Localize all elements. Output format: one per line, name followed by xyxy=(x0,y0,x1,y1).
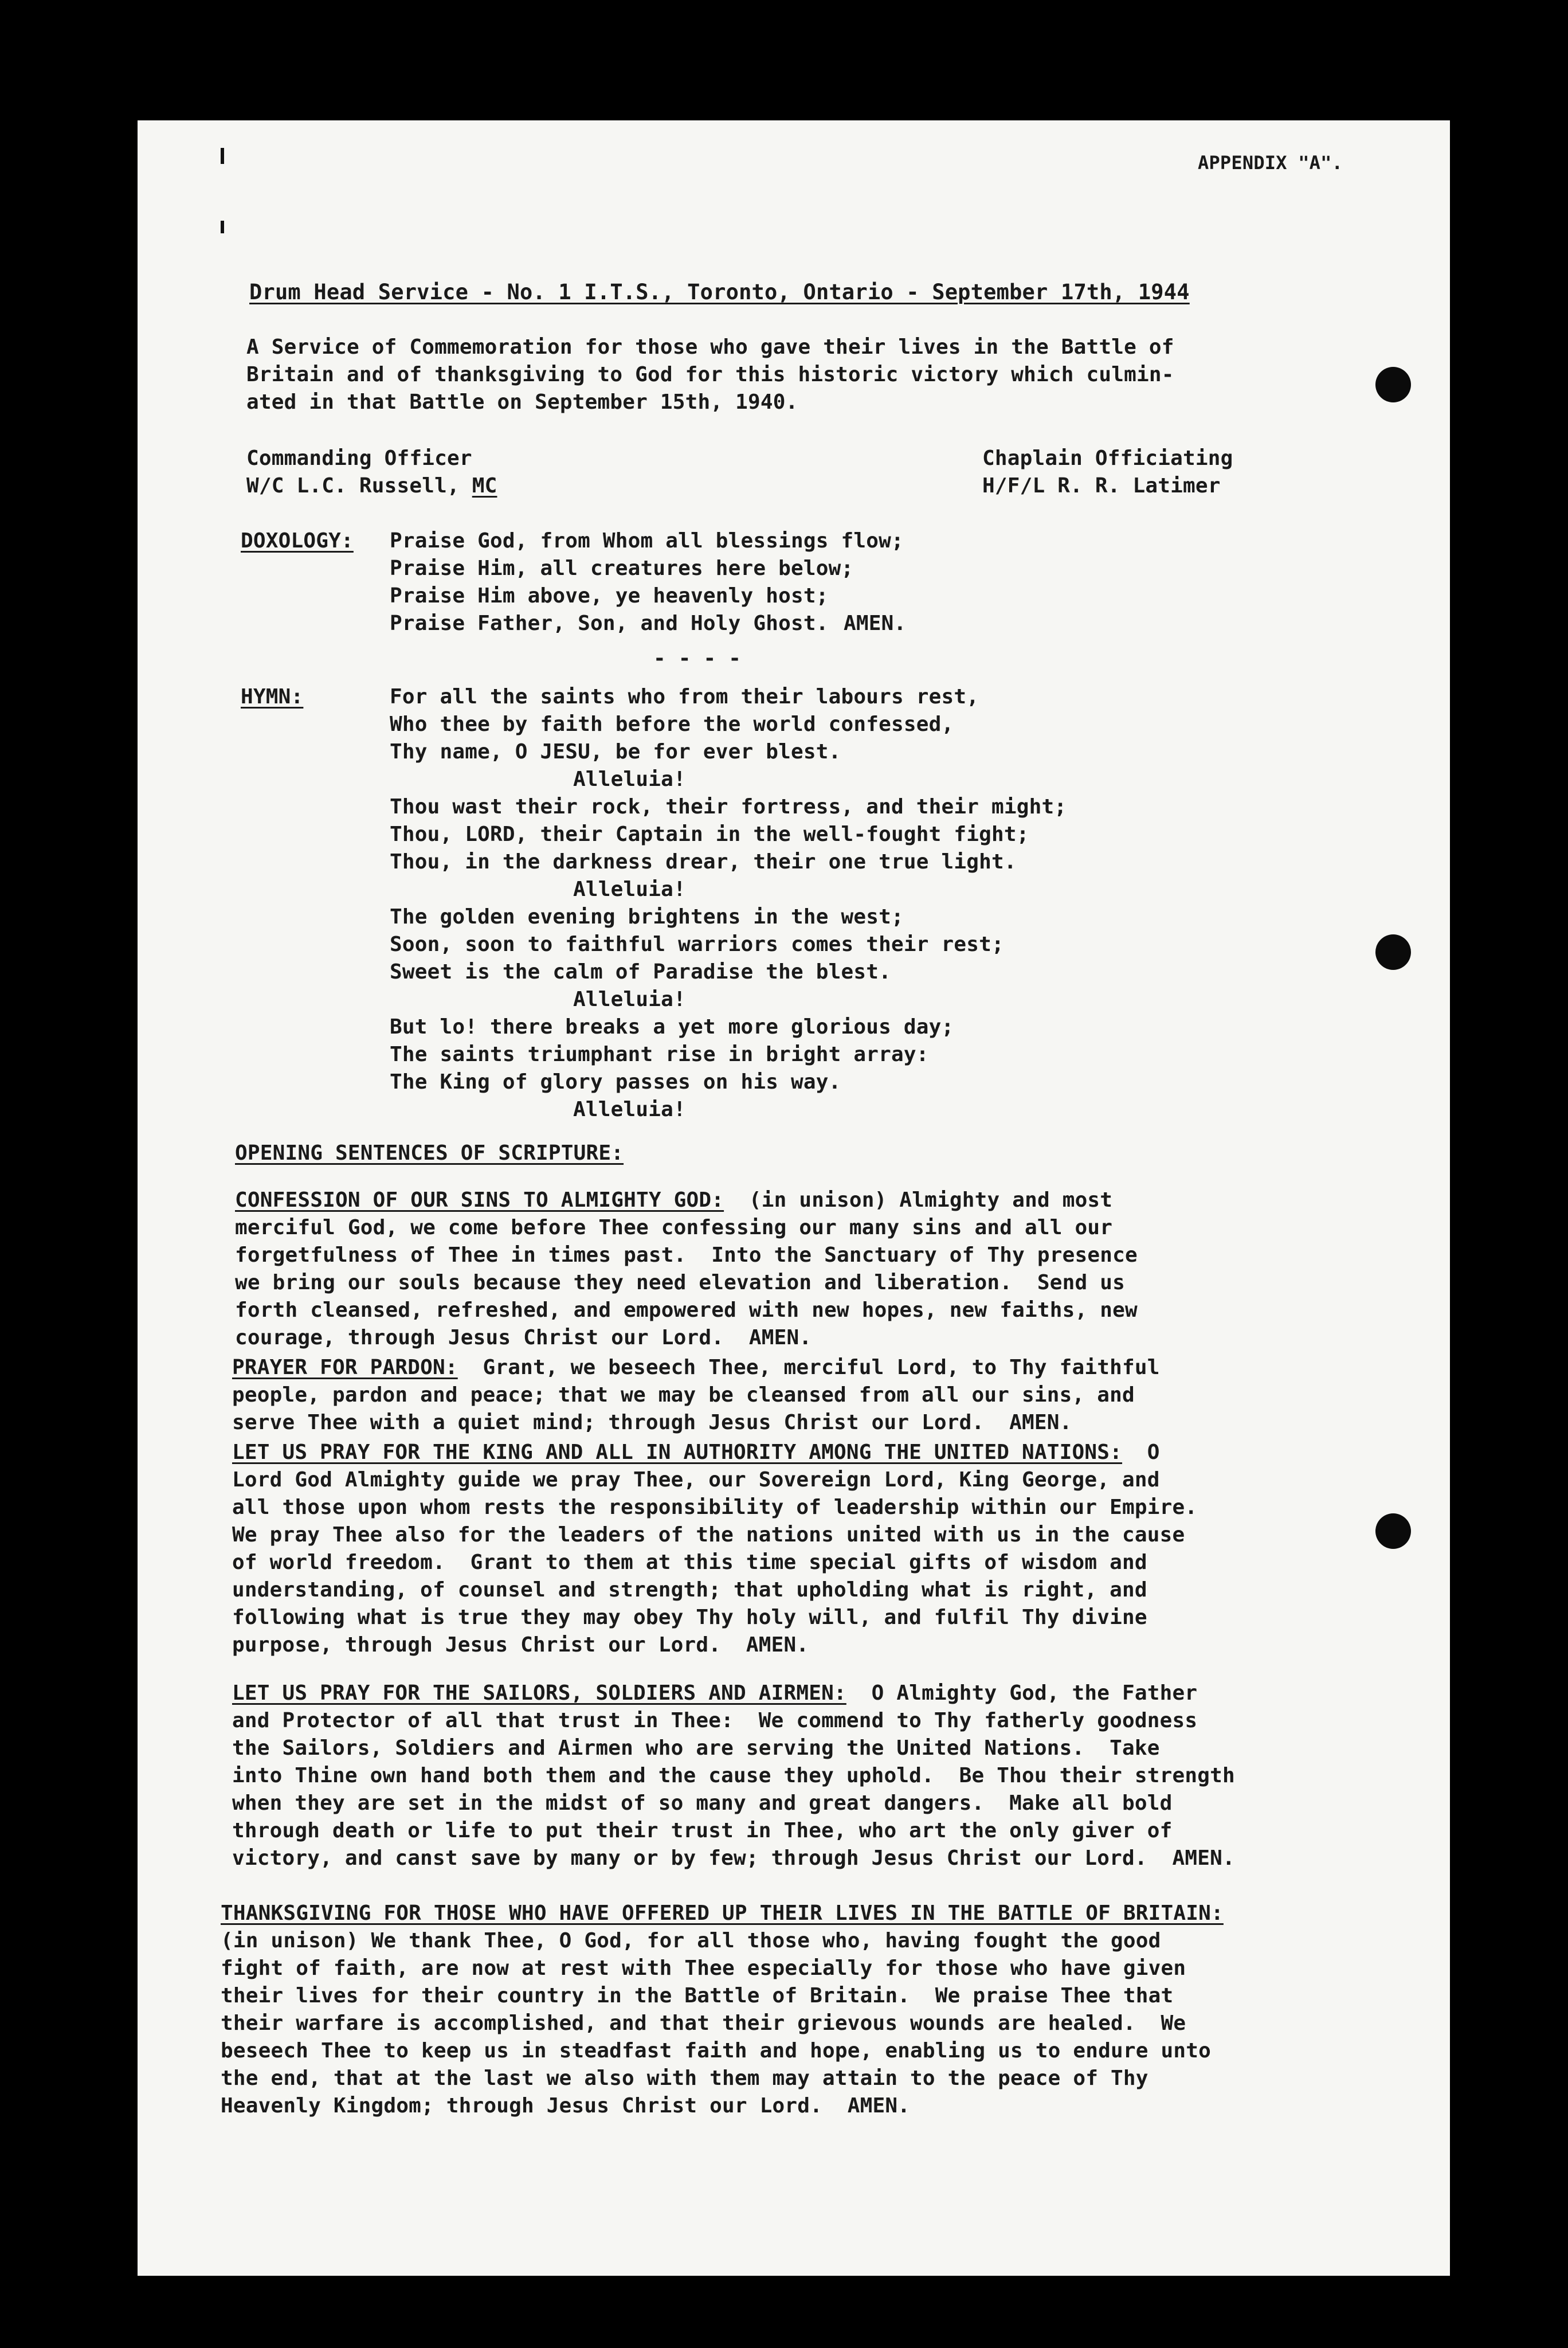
thanksgiving-heading: THANKSGIVING FOR THOSE WHO HAVE OFFERED UP THEIR LIVES IN THE BATTLE OF BRITAIN: xyxy=(221,1901,1224,1925)
pardon-line: people, pardon and peace; that we may be cleansed from all our sins, and xyxy=(232,1383,1135,1407)
punch-hole xyxy=(1375,934,1411,970)
king-line: of world freedom. Grant to them at this time special gifts of wisdom and xyxy=(232,1551,1147,1574)
forces-line: into Thine own hand both them and the cause they uphold. Be Thou their strength xyxy=(232,1764,1235,1787)
thanksgiving-line: their lives for their country in the Battle of Britain. We praise Thee that xyxy=(221,1984,1174,2007)
hymn-heading: HYMN: xyxy=(241,685,304,709)
service-title: Drum Head Service - No. 1 I.T.S., Toronto, Ontario - September 17th, 1944 xyxy=(249,280,1190,304)
intro-line: A Service of Commemoration for those who gave their lives in the Battle of xyxy=(246,335,1174,359)
king-line: Lord God Almighty guide we pray Thee, our Sovereign Lord, King George, and xyxy=(232,1468,1160,1492)
forces-line: victory, and canst save by many or by few; through Jesus Christ our Lord. AMEN. xyxy=(232,1846,1235,1870)
intro-line: Britain and of thanksgiving to God for this historic victory which culmin- xyxy=(246,363,1174,386)
hymn-line: The King of glory passes on his way. xyxy=(390,1070,841,1094)
hymn-line: Thou, LORD, their Captain in the well-fought fight; xyxy=(390,823,1029,846)
hymn-line: Sweet is the calm of Paradise the blest. xyxy=(390,960,891,984)
thanksgiving-line: Heavenly Kingdom; through Jesus Christ our Lord. AMEN. xyxy=(221,2094,911,2118)
confession-first-line: CONFESSION OF OUR SINS TO ALMIGHTY GOD: (in unison) Almighty and most xyxy=(235,1188,1113,1212)
intro-line: ated in that Battle on September 15th, 1940. xyxy=(246,390,798,414)
hymn-line: Thy name, O JESU, be for ever blest. xyxy=(390,740,841,764)
punch-hole xyxy=(1375,1513,1411,1549)
doxology-line: Praise God, from Whom all blessings flow; xyxy=(390,529,904,553)
hymn-line: Thou wast their rock, their fortress, and their might; xyxy=(390,795,1067,819)
hymn-line: Who thee by faith before the world confessed, xyxy=(390,713,954,736)
forces-line: the Sailors, Soldiers and Airmen who are serving the United Nations. Take xyxy=(232,1736,1160,1760)
king-line: understanding, of counsel and strength; that upholding what is right, and xyxy=(232,1578,1147,1602)
pardon-first-line: PRAYER FOR PARDON: Grant, we beseech Thee, merciful Lord, to Thy faithful xyxy=(232,1356,1160,1379)
doxology-heading: DOXOLOGY: xyxy=(241,529,354,553)
doxology-line: Praise Him above, ye heavenly host; xyxy=(390,584,829,608)
king-line: We pray Thee also for the leaders of the nations united with us in the cause xyxy=(232,1523,1185,1547)
commanding-officer-role: Commanding Officer xyxy=(246,447,472,470)
confession-line: forgetfulness of Thee in times past. Into the Sanctuary of Thy presence xyxy=(235,1243,1138,1267)
margin-mark xyxy=(221,148,224,164)
chaplain-name: H/F/L R. R. Latimer xyxy=(982,474,1221,498)
hymn-line: But lo! there breaks a yet more glorious day; xyxy=(390,1015,954,1039)
hymn-line: For all the saints who from their labours rest, xyxy=(390,685,979,709)
hymn-line: The saints triumphant rise in bright array: xyxy=(390,1043,929,1066)
thanksgiving-line: beseech Thee to keep us in steadfast faith and hope, enabling us to endure unto xyxy=(221,2039,1212,2063)
confession-line: forth cleansed, refreshed, and empowered with new hopes, new faiths, new xyxy=(235,1298,1138,1322)
doxology-line: Praise Him, all creatures here below; xyxy=(390,557,854,580)
document-page xyxy=(138,120,1450,2276)
hymn-line: Alleluia! xyxy=(573,768,686,791)
doxology-amen: AMEN. xyxy=(844,612,907,635)
thanksgiving-line: their warfare is accomplished, and that their grievous wounds are healed. We xyxy=(221,2012,1186,2035)
forces-first-line: LET US PRAY FOR THE SAILORS, SOLDIERS AND AIRMEN: O Almighty God, the Father xyxy=(232,1681,1198,1705)
commanding-officer-name: W/C L.C. Russell, MC xyxy=(246,474,497,498)
hymn-line: The golden evening brightens in the west; xyxy=(390,905,904,929)
king-line: all those upon whom rests the responsibility of leadership within our Empire. xyxy=(232,1496,1198,1519)
forces-line: and Protector of all that trust in Thee: We commend to Thy fatherly goodness xyxy=(232,1709,1198,1732)
king-line: purpose, through Jesus Christ our Lord. AMEN. xyxy=(232,1633,809,1657)
confession-line: courage, through Jesus Christ our Lord. AMEN. xyxy=(235,1326,812,1349)
confession-line: we bring our souls because they need elevation and liberation. Send us xyxy=(235,1271,1126,1294)
hymn-line: Thou, in the darkness drear, their one true light. xyxy=(390,850,1017,874)
divider: - - - - xyxy=(653,647,742,670)
chaplain-role: Chaplain Officiating xyxy=(982,447,1233,470)
forces-line: through death or life to put their trust in Thee, who art the only giver of xyxy=(232,1819,1173,1842)
hymn-line: Soon, soon to faithful warriors comes their rest; xyxy=(390,933,1004,956)
king-line: following what is true they may obey Thy holy will, and fulfil Thy divine xyxy=(232,1606,1147,1629)
hymn-line: Alleluia! xyxy=(573,1098,686,1121)
king-first-line: LET US PRAY FOR THE KING AND ALL IN AUTHORITY AMONG THE UNITED NATIONS: O xyxy=(232,1441,1160,1464)
opening-sentences-heading: OPENING SENTENCES OF SCRIPTURE: xyxy=(235,1141,624,1165)
confession-line: merciful God, we come before Thee confessing our many sins and all our xyxy=(235,1216,1113,1239)
hymn-line: Alleluia! xyxy=(573,988,686,1011)
doxology-line: Praise Father, Son, and Holy Ghost. xyxy=(390,612,829,635)
appendix-label: APPENDIX "A". xyxy=(1198,152,1343,174)
margin-mark xyxy=(221,221,224,233)
punch-hole xyxy=(1375,367,1411,402)
hymn-line: Alleluia! xyxy=(573,878,686,901)
forces-line: when they are set in the midst of so many and great dangers. Make all bold xyxy=(232,1791,1173,1815)
thanksgiving-line: fight of faith, are now at rest with Thee especially for those who have given xyxy=(221,1956,1186,1980)
thanksgiving-line: (in unison) We thank Thee, O God, for all those who, having fought the good xyxy=(221,1929,1161,1952)
thanksgiving-line: the end, that at the last we also with them may attain to the peace of Thy xyxy=(221,2067,1148,2090)
pardon-line: serve Thee with a quiet mind; through Jesus Christ our Lord. AMEN. xyxy=(232,1411,1072,1434)
